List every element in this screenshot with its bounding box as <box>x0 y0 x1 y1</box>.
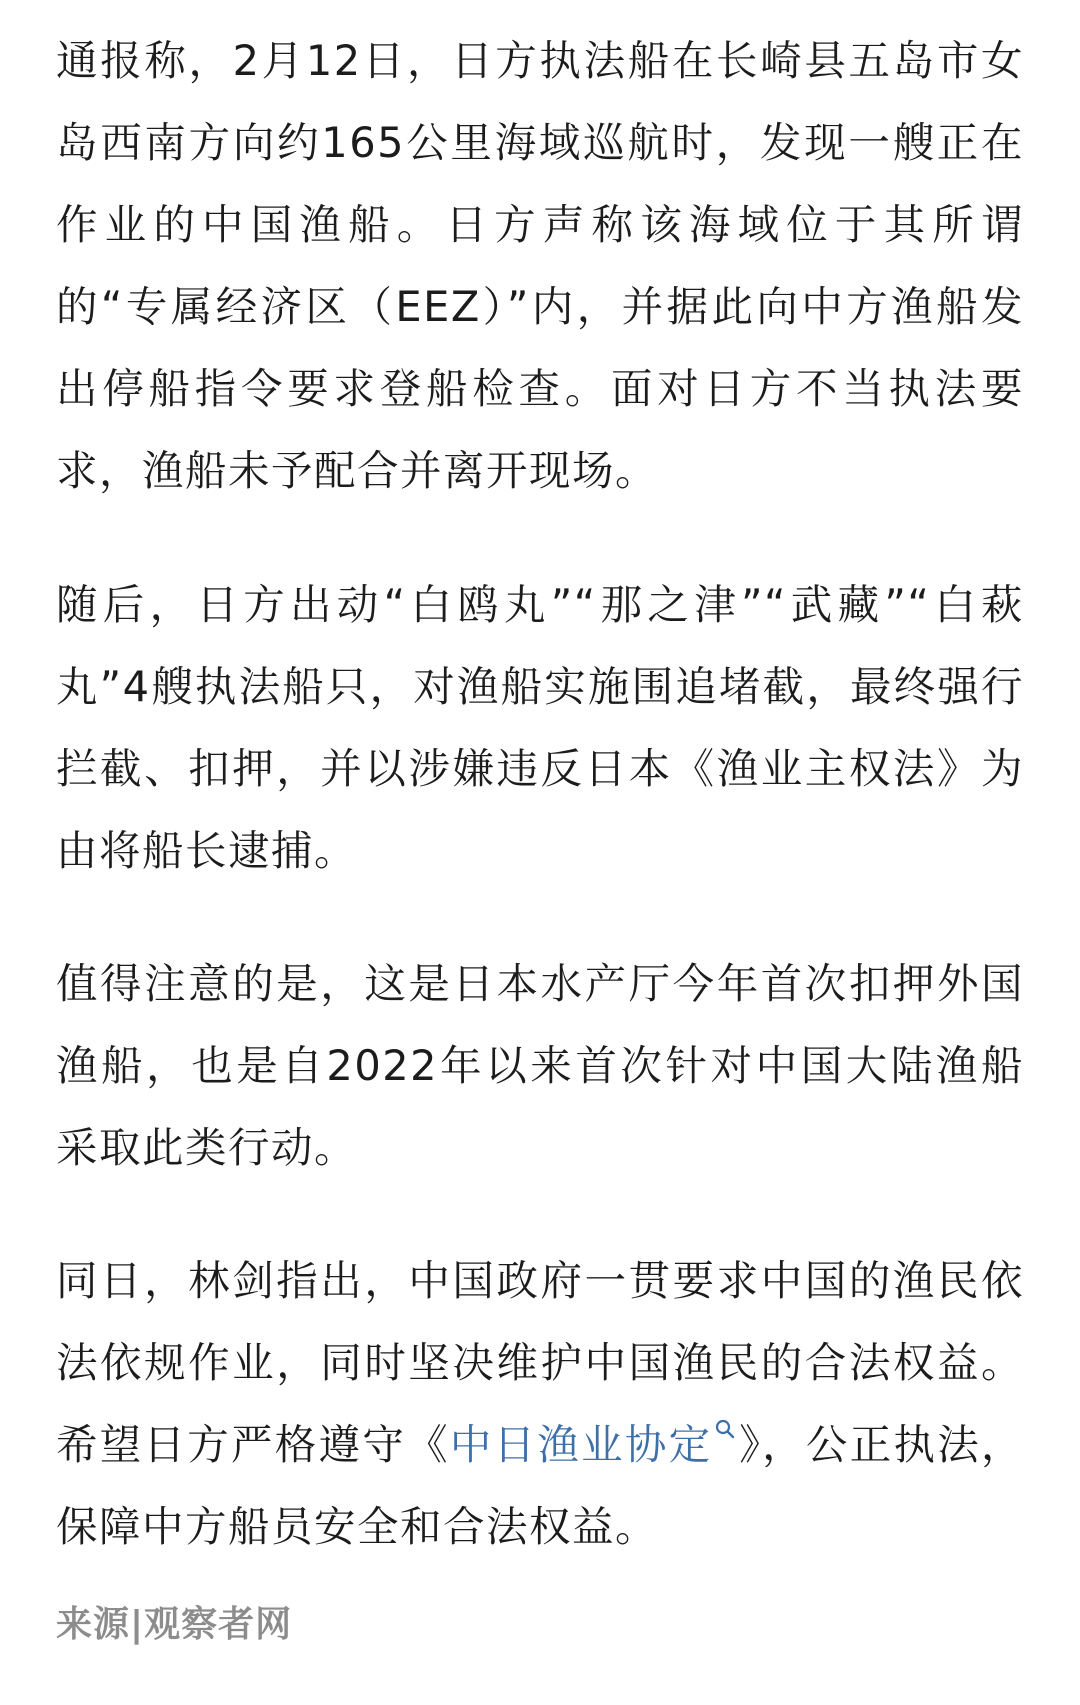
fishery-agreement-link[interactable] <box>450 1420 739 1469</box>
paragraph-4-text-before: 同日，林剑指出，中国政府一贯要求中国的渔民依法依规作业，同时坚决维护中国渔民的合法权益。希望日方严格遵守《 <box>56 1256 1024 1469</box>
source-credit: 来源|观察者网 <box>56 1604 293 1645</box>
paragraph-3: 值得注意的是，这是日本水产厅今年首次扣押外国渔船，也是自2022年以来首次针对中国大陆渔船采取此类行动。 <box>56 959 1024 1172</box>
paragraph-4-text-after: 》，公正执法，保障中方船员安全和合法权益。 <box>56 1420 1024 1551</box>
paragraph-2: 随后，日方出动“白鸥丸”“那之津”“武藏”“白萩丸”4艘执法船只，对渔船实施围追堵截，最终强行拦截、扣押，并以涉嫌违反日本《渔业主权法》为由将船长逮捕。 <box>56 580 1024 875</box>
paragraph-1: 通报称，2月12日，日方执法船在长崎县五岛市女岛西南方向约165公里海域巡航时，发现一艘正在作业的中国渔船。日方声称该海域位于其所谓的“专属经济区（EEZ）”内，并据此向中方渔船发出停船指令要求登船检查。面对日方不当执法要求，渔船未予配合并离开现场。 <box>56 36 1024 495</box>
search-icon[interactable] <box>714 1422 736 1444</box>
paragraph-4 <box>56 1240 1024 1568</box>
fishery-agreement-link-label: 中日渔业协定 <box>449 1420 713 1469</box>
